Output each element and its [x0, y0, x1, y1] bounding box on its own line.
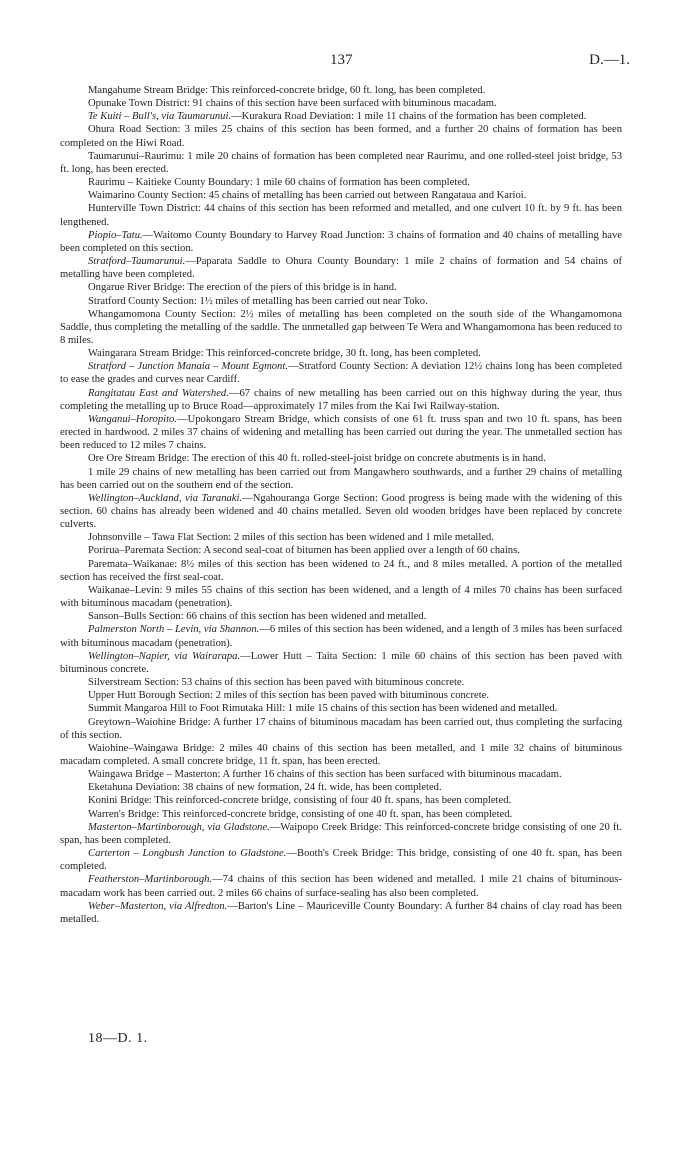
paragraph-text: Porirua–Paremata Section: A second seal-coat of bitumen has been applied over a length of 60 chains.	[88, 545, 520, 557]
paragraph-lead: Stratford–Taumarunui.	[88, 256, 186, 268]
paragraph-text: Waingarara Stream Bridge: This reinforced-concrete bridge, 30 ft. long, has been completed.	[88, 348, 481, 360]
paragraph-lead: Piopio–Tatu.	[88, 229, 143, 241]
paragraph-text: Whangamomona County Section: 2½ miles of metalling has been completed on the south side of the Whangamomona Saddle, thus completing the metalling of the saddle. The unmetalled gap between Te Wera and Whangamomona has been reduced to 8 miles.	[60, 308, 622, 346]
paragraph-text: —Waipopo Creek Bridge: This reinforced-concrete bridge consisting of one 20 ft. span, has been completed.	[60, 821, 622, 846]
paragraph-text: Taumarunui–Raurimu: 1 mile 20 chains of formation has been completed near Raurimu, and one rolled-steel joist bridge, 53 ft. long, has been erected.	[60, 150, 622, 175]
paragraph	[60, 308, 622, 347]
paragraph-text: Waiohine–Waingawa Bridge: 2 miles 40 chains of this section has been metalled, and 1 mile 32 chains of bituminous macadam completed. A small concrete bridge, 11 ft. span, has been erected.	[60, 742, 622, 767]
paragraph-lead: Rangitatau East and Watershed.	[88, 387, 229, 399]
paragraph	[60, 176, 622, 189]
paragraph-text: —Barton's Line – Mauriceville County Boundary: A further 84 chains of clay road has been metalled.	[60, 900, 622, 925]
paragraph	[60, 492, 622, 531]
paragraph	[60, 347, 622, 360]
paragraph	[60, 821, 622, 847]
paragraph-text: —74 chains of this section has been widened and metalled. 1 mile 21 chains of bituminous-macadam work has been carried out. 2 miles 66 chains of surface-sealing has also been completed.	[60, 874, 622, 899]
paragraph-text: —Lower Hutt – Taita Section: 1 mile 60 chains of this section has been paved with bituminous concrete.	[60, 650, 622, 675]
paragraph-lead: Featherston–Martinborough.	[88, 874, 213, 886]
paragraph-text: Silverstream Section: 53 chains of this section has been paved with bituminous concrete.	[88, 677, 465, 689]
paragraph-text: —Booth's Creek Bridge: This bridge, consisting of one 40 ft. span, has been completed.	[60, 848, 622, 873]
paragraph	[60, 387, 622, 413]
page-number: 137	[330, 52, 353, 68]
paragraph-text: Waingawa Bridge – Masterton: A further 16 chains of this section has been surfaced with bituminous macadam.	[88, 769, 562, 781]
paragraph	[60, 413, 622, 452]
paragraph-text: Johnsonville – Tawa Flat Section: 2 miles of this section has been widened and 1 mile metalled.	[88, 532, 494, 544]
paragraph-text: Ongarue River Bridge: The erection of the piers of this bridge is in hand.	[88, 282, 397, 294]
paragraph	[60, 794, 622, 807]
paragraph-text: Warren's Bridge: This reinforced-concrete bridge, consisting of one 40 ft. span, has been completed.	[88, 808, 513, 820]
paragraph	[60, 229, 622, 255]
paragraph-text: Ohura Road Section: 3 miles 25 chains of this section has been formed, and a further 20 chains of formation has been completed on the Hiwi Road.	[60, 124, 622, 149]
paragraph	[60, 689, 622, 702]
paragraph	[60, 610, 622, 623]
document-reference: D.—1.	[589, 52, 630, 68]
paragraph-text: Waimarino County Section: 45 chains of metalling has been carried out between Rangataua and Karioi.	[88, 190, 527, 202]
paragraph-lead: Weber–Masterton, via Alfredton.	[88, 900, 228, 912]
paragraph	[60, 900, 622, 926]
paragraph-text: —Waitomo County Boundary to Harvey Road Junction: 3 chains of formation and 40 chains of metalling have been completed on this section.	[60, 229, 622, 254]
paragraph-text: Paremata–Waikanae: 8½ miles of this section has been widened to 24 ft., and 8 miles metalled. A portion of the metalled section has received the first seal-coat.	[60, 558, 622, 583]
paragraph	[60, 676, 622, 689]
paragraph	[60, 110, 622, 123]
paragraph	[60, 584, 622, 610]
paragraph	[60, 360, 622, 386]
paragraph-text: —Ngahouranga Gorge Section: Good progress is being made with the widening of this section. 60 chains has already been widened and 40 chains metalled. Seven old wooden bridges have been replaced by concrete culverts.	[60, 492, 622, 531]
paragraph-lead: Wellington–Napier, via Wairarapa.	[88, 650, 241, 662]
paragraph-lead: Te Kuiti – Bull's, via Taumarunui.	[88, 111, 232, 123]
paragraph-text: Eketahuna Deviation: 38 chains of new formation, 24 ft. wide, has been completed.	[88, 782, 442, 794]
paragraph	[60, 808, 622, 821]
paragraph-text: Greytown–Waiohine Bridge: A further 17 chains of bituminous macadam has been carried out, thus completing the surfacing of this section.	[60, 716, 622, 741]
paragraph	[60, 531, 622, 544]
paragraph	[60, 466, 622, 492]
paragraph-text: Ore Ore Stream Bridge: The erection of this 40 ft. rolled-steel-joist bridge on concrete abutments is in hand.	[88, 453, 546, 465]
paragraph	[60, 281, 622, 294]
paragraph-text: Konini Bridge: This reinforced-concrete bridge, consisting of four 40 ft. spans, has been completed.	[88, 795, 512, 807]
paragraph	[60, 702, 622, 715]
page-header	[0, 52, 700, 74]
paragraph	[60, 544, 622, 557]
paragraph-text: —Upokongaro Stream Bridge, which consists of one 61 ft. truss span and two 10 ft. spans, has been erected in hardwood. 2 miles 37 chains of widening and metalling has been carried out during the year. The unmetalled section has been reduced to 12 miles 7 chains.	[60, 413, 622, 452]
paragraph	[60, 84, 622, 97]
paragraph	[60, 558, 622, 584]
paragraph-lead: Palmerston North – Levin, via Shannon.	[88, 624, 260, 636]
paragraph-text: Waikanae–Levin: 9 miles 55 chains of this section has been widened, and a length of 4 miles 70 chains has been surfaced with bituminous macadam (penetration).	[60, 584, 622, 610]
paragraph	[60, 150, 622, 176]
paragraph-text: —Paparata Saddle to Ohura County Boundary: 1 mile 2 chains of formation and 54 chains of metalling have been completed.	[60, 256, 622, 281]
paragraph	[60, 189, 622, 202]
paragraph-text: Sanson–Bulls Section: 66 chains of this section has been widened and metalled.	[88, 611, 427, 623]
paragraph-text: Summit Mangaroa Hill to Foot Rimutaka Hill: 1 mile 15 chains of this section has been widened and metalled.	[88, 703, 558, 715]
paragraph-text: Hunterville Town District: 44 chains of this section has been reformed and metalled, and one culvert 10 ft. by 9 ft. has been lengthened.	[60, 203, 622, 228]
paragraph	[60, 650, 622, 676]
paragraph-text: —Stratford County Section: A deviation 12½ chains long has been completed to ease the grades and curves near Cardiff.	[60, 361, 623, 386]
paragraph-text: —6 miles of this section has been widened, and a length of 3 miles has been surfaced with bituminous macadam (penetration).	[60, 624, 623, 649]
paragraph-text: Raurimu – Kaitieke County Boundary: 1 mile 60 chains of formation has been completed.	[88, 177, 470, 189]
paragraph	[60, 847, 622, 873]
paragraph-text: 1 mile 29 chains of new metalling has been carried out from Mangawhero southwards, and a further 29 chains of metalling has been carried out on the southern end of the section.	[60, 466, 622, 491]
paragraph	[60, 873, 622, 899]
paragraph-lead: Carterton – Longbush Junction to Gladstone.	[88, 848, 287, 860]
paragraph	[60, 623, 622, 649]
paragraph-text: Opunake Town District: 91 chains of this section have been surfaced with bituminous macadam.	[88, 98, 497, 110]
paragraph	[60, 97, 622, 110]
paragraph-text: Upper Hutt Borough Section: 2 miles of this section has been paved with bituminous concrete.	[88, 690, 490, 702]
paragraph	[60, 202, 622, 228]
paragraph-lead: Stratford – Junction Manaia – Mount Egmont.	[88, 361, 288, 373]
paragraph-text: Mangahume Stream Bridge: This reinforced-concrete bridge, 60 ft. long, has been completed.	[88, 85, 486, 96]
paragraph	[60, 781, 622, 794]
paragraph-lead: Wellington–Auckland, via Taranaki.	[88, 492, 243, 504]
paragraph	[60, 742, 622, 768]
paragraph	[60, 768, 622, 781]
paragraph	[60, 123, 622, 149]
paragraph	[60, 452, 622, 465]
paragraph-text: Stratford County Section: 1½ miles of metalling has been carried out near Toko.	[88, 295, 428, 307]
paragraph	[60, 255, 622, 281]
printer-signature: 18—D. 1.	[88, 1031, 148, 1046]
paragraph-lead: Masterton–Martinborough, via Gladstone.	[88, 821, 270, 833]
body-text	[60, 84, 622, 926]
paragraph-text: —Kurakura Road Deviation: 1 mile 11 chains of the formation has been completed.	[231, 111, 587, 123]
paragraph-text: —67 chains of new metalling has been carried out on this highway during the year, thus completing the metalling up to Bruce Road—approximately 17 miles from the Kai Iwi Railway-station.	[60, 387, 622, 412]
paragraph	[60, 295, 622, 308]
paragraph-lead: Wanganui–Horopito.	[88, 413, 177, 425]
paragraph	[60, 716, 622, 742]
